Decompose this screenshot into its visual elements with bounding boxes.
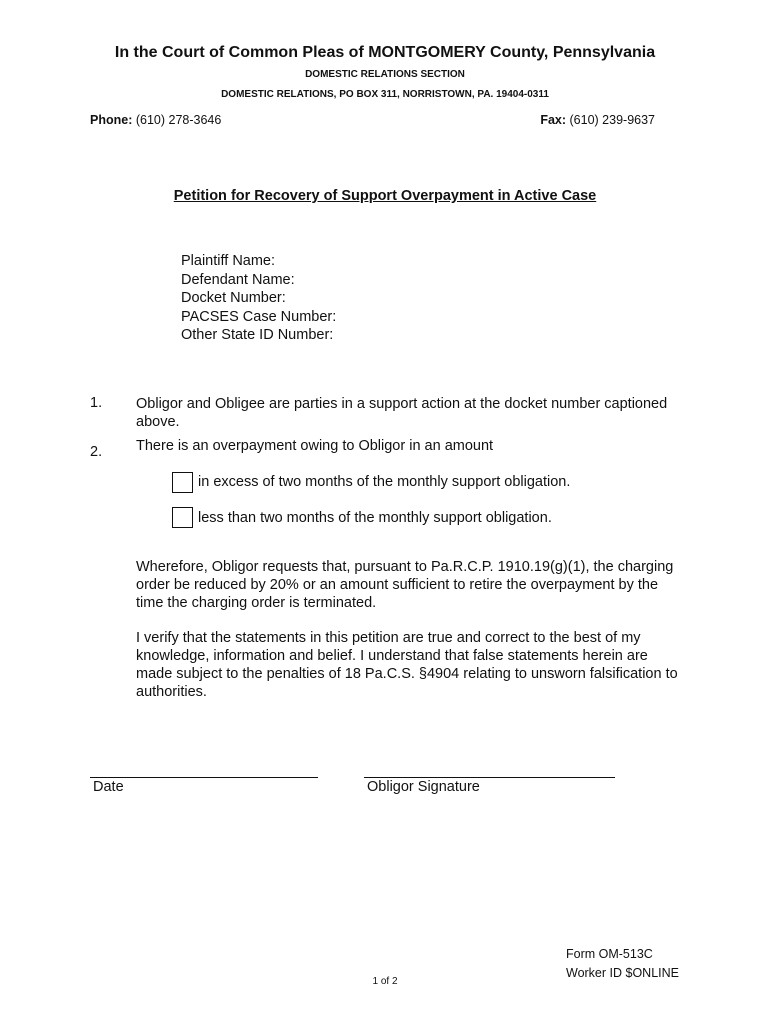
verification-paragraph: I verify that the statements in this petition are true and correct to the best of my knowledge, information and belief. I understand that false statements herein are made subject to the penalties of 18 Pa.C.S. §4904 relating to unsworn falsification to authorities. (136, 630, 678, 700)
petition-title: Petition for Recovery of Support Overpayment in Active Case (173, 188, 597, 204)
paragraph-number-2: 2. (90, 444, 103, 460)
wherefore-paragraph: Wherefore, Obligor requests that, pursuant to Pa.R.C.P. 1910.19(g)(1), the charging order be reduced by 20% or an amount sufficient to retire the overpayment by the time the charging order is terminated. (136, 559, 674, 611)
less-option-label: less than two months of the monthly support obligation. (198, 510, 552, 526)
court-title: In the Court of Common Pleas of MONTGOMERY County, Pennsylvania (114, 44, 656, 61)
paragraph-2: There is an overpayment owing to Obligor in an amount (136, 438, 494, 454)
signature-line[interactable] (364, 777, 615, 778)
page-number: 1 of 2 (372, 976, 398, 987)
fax-line (540, 113, 655, 127)
other-state-id-field[interactable]: Other State ID Number: (181, 327, 334, 343)
fax-value: (610) 239-9637 (569, 113, 655, 127)
excess-checkbox[interactable] (172, 472, 193, 493)
date-label: Date (93, 779, 124, 795)
phone-value: (610) 278-3646 (135, 113, 222, 127)
pacses-case-number-field[interactable]: PACSES Case Number: (181, 308, 337, 325)
paragraph-1: Obligor and Obligee are parties in a support action at the docket number captioned above. (136, 396, 668, 430)
defendant-name-field[interactable]: Defendant Name: (181, 271, 295, 288)
phone-line (90, 113, 221, 127)
fax-label: Fax: (540, 113, 567, 127)
worker-id: Worker ID $ONLINE (566, 966, 679, 980)
court-address: DOMESTIC RELATIONS, PO BOX 311, NORRISTOWN, PA. 19404-0311 (221, 89, 549, 100)
plaintiff-name-field[interactable]: Plaintiff Name: (181, 253, 276, 269)
section-name: DOMESTIC RELATIONS SECTION (305, 69, 465, 80)
docket-number-field[interactable]: Docket Number: (181, 290, 286, 306)
obligor-signature-label: Obligor Signature (367, 779, 480, 795)
less-checkbox[interactable] (172, 507, 193, 528)
form-number: Form OM-513C (566, 947, 653, 961)
paragraph-number-1: 1. (90, 395, 103, 411)
date-line[interactable] (90, 777, 318, 778)
excess-option-label: in excess of two months of the monthly support obligation. (198, 474, 571, 490)
phone-label: Phone: (90, 113, 133, 127)
case-caption (181, 252, 336, 345)
